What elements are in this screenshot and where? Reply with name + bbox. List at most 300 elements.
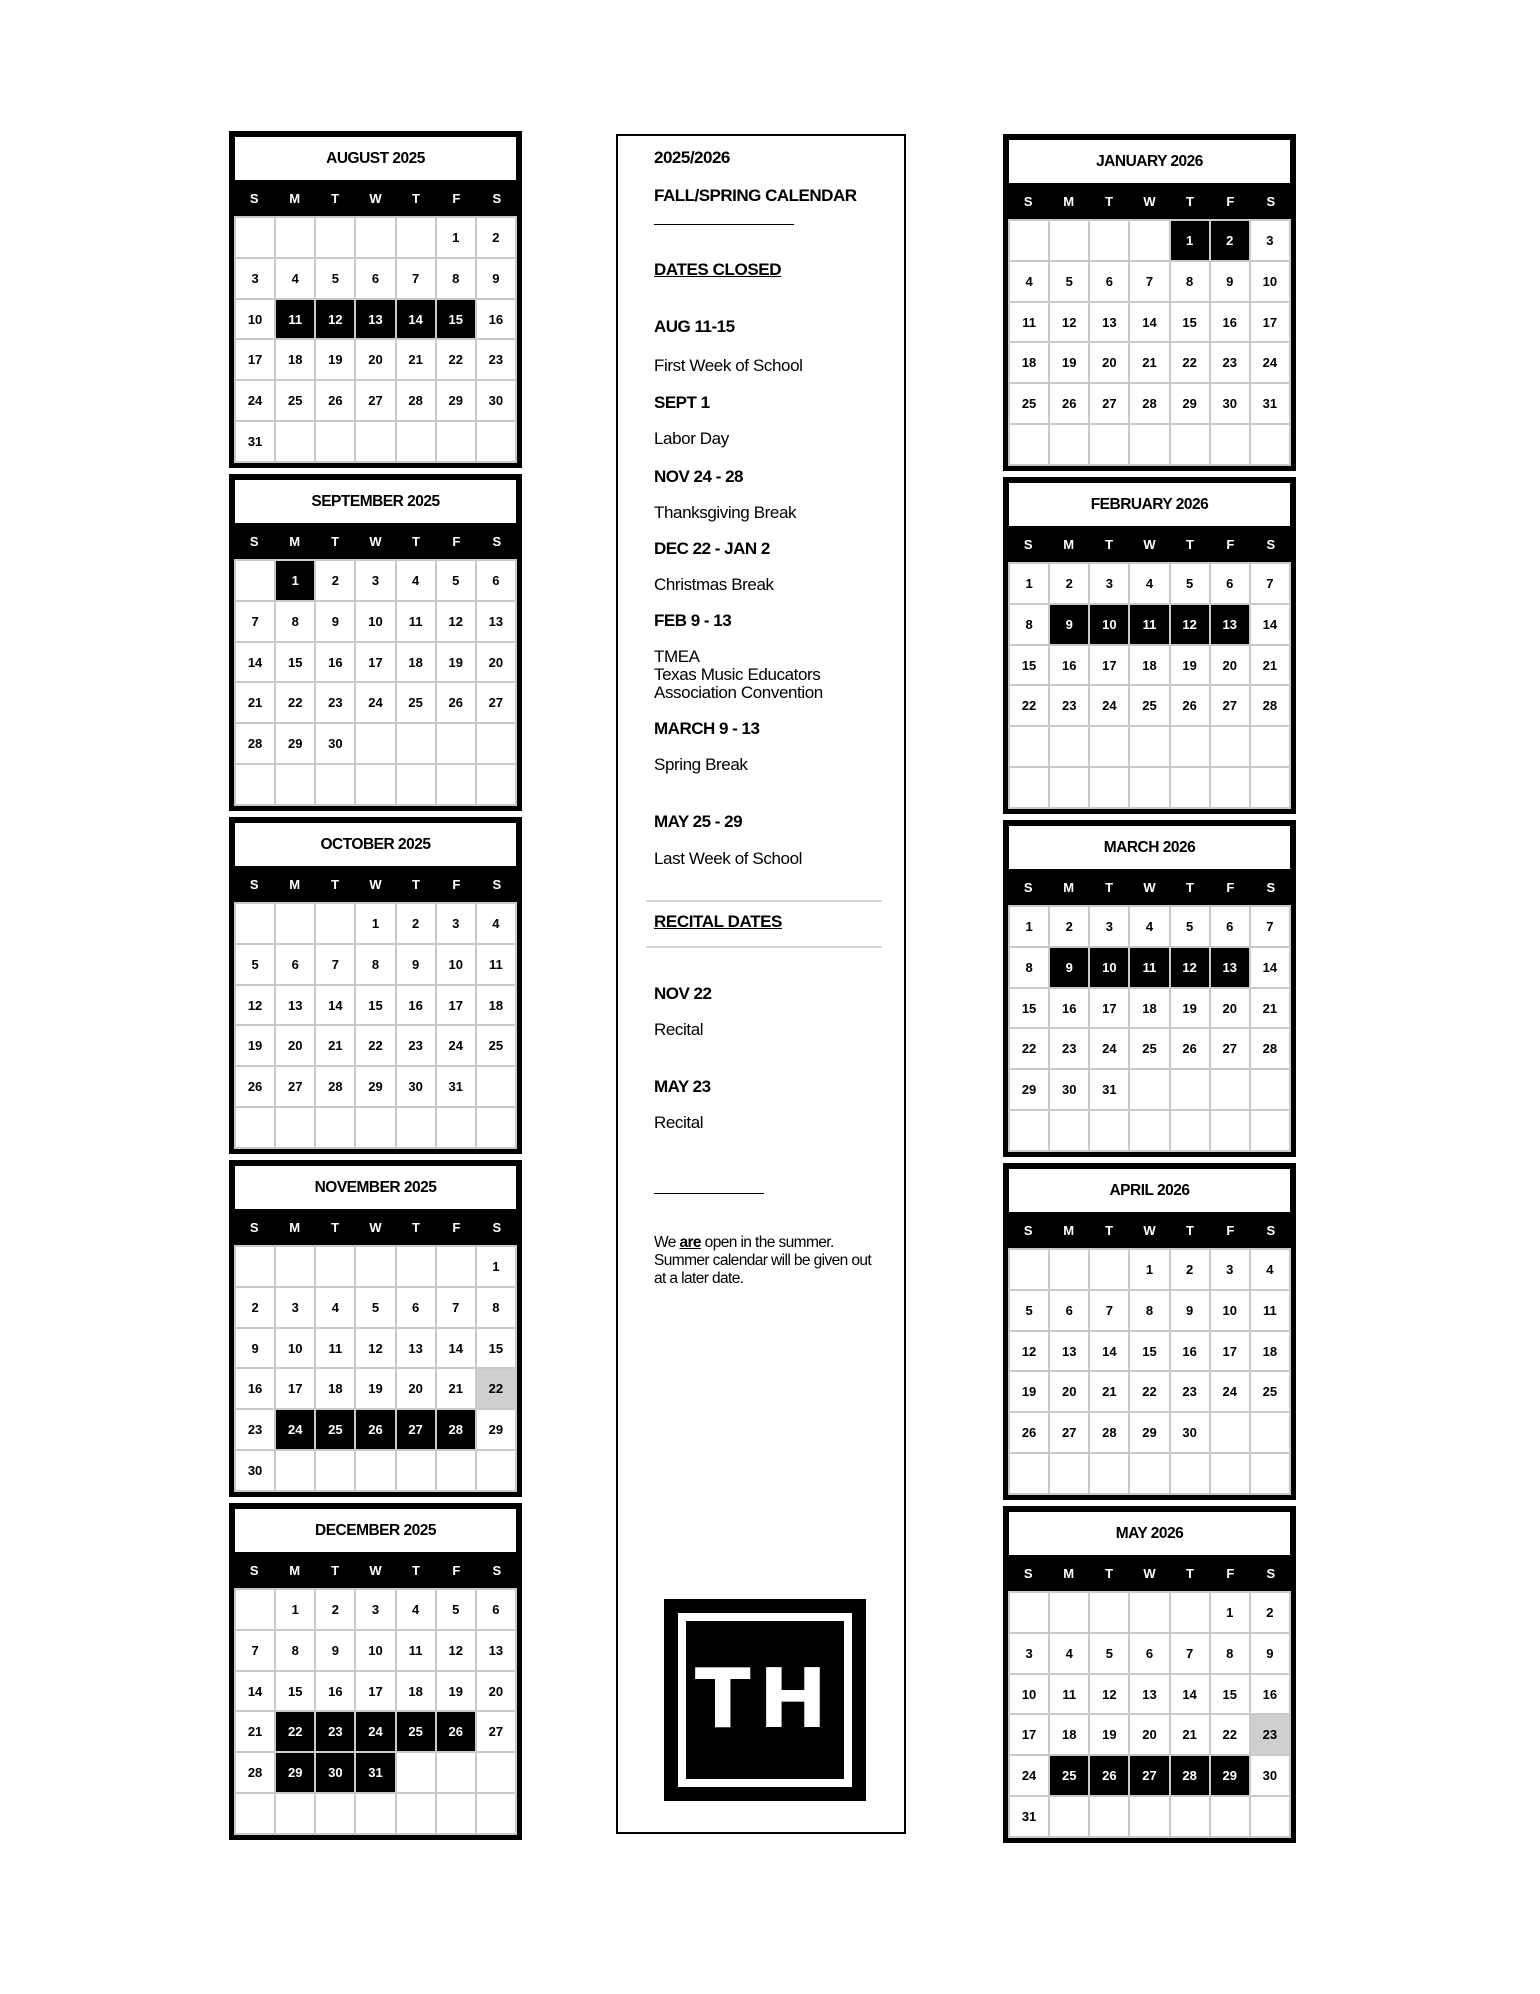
day-cell: 16	[316, 643, 354, 682]
month-title: MAY 2026	[1009, 1512, 1290, 1555]
empty-cell	[356, 1247, 394, 1286]
weekday-label: T	[1185, 1565, 1194, 1581]
empty-cell	[276, 765, 314, 804]
summer-note-text: We	[654, 1234, 680, 1251]
day-cell: 29	[1130, 1413, 1168, 1452]
day-cell: 30	[477, 381, 515, 420]
day-cell: 2	[1050, 907, 1088, 946]
empty-cell	[1130, 221, 1168, 260]
weekday-label: S	[1266, 193, 1276, 209]
empty-cell	[356, 724, 394, 763]
day-cell: 3	[356, 561, 394, 600]
empty-cell	[1050, 221, 1088, 260]
empty-cell	[1090, 1454, 1128, 1493]
empty-cell	[1050, 1593, 1088, 1632]
day-cell: 30	[1251, 1756, 1289, 1795]
weekday-label: T	[1105, 1222, 1114, 1238]
day-cell: 17	[1090, 646, 1128, 685]
day-cell: 30	[1211, 384, 1249, 423]
recital-date-1: NOV 22	[654, 984, 712, 1003]
weekday-label: F	[1226, 879, 1235, 895]
day-cell: 28	[437, 1410, 475, 1449]
day-cell: 9	[477, 259, 515, 298]
day-cell: 26	[356, 1410, 394, 1449]
day-cell: 30	[1050, 1070, 1088, 1109]
day-cell: 27	[1130, 1756, 1168, 1795]
day-cell: 1	[276, 561, 314, 600]
day-cell: 8	[477, 1288, 515, 1327]
day-cell: 28	[316, 1067, 354, 1106]
day-cell: 9	[236, 1329, 274, 1368]
day-cell: 19	[1171, 989, 1209, 1028]
day-cell: 26	[1050, 384, 1088, 423]
closed-label-4: Christmas Break	[654, 575, 774, 594]
empty-cell	[1211, 1111, 1249, 1150]
day-cell: 6	[1211, 907, 1249, 946]
day-cell: 28	[1090, 1413, 1128, 1452]
empty-cell	[1171, 727, 1209, 766]
empty-cell	[1211, 727, 1249, 766]
day-cell: 20	[1211, 646, 1249, 685]
day-cell: 11	[1130, 605, 1168, 644]
day-cell: 10	[356, 602, 394, 641]
empty-cell	[276, 904, 314, 943]
day-grid	[1008, 562, 1291, 809]
weekday-label: W	[369, 876, 382, 892]
day-cell: 24	[1211, 1372, 1249, 1411]
day-cell: 18	[1251, 1332, 1289, 1371]
empty-cell	[356, 765, 394, 804]
weekday-label: S	[1023, 193, 1033, 209]
empty-cell	[1171, 425, 1209, 464]
day-cell: 13	[1090, 303, 1128, 342]
day-cell: 15	[1010, 989, 1048, 1028]
day-cell: 17	[356, 643, 394, 682]
day-cell: 28	[1171, 1756, 1209, 1795]
day-cell: 18	[397, 643, 435, 682]
day-cell: 1	[1130, 1250, 1168, 1289]
day-grid	[234, 902, 517, 1149]
day-cell: 12	[236, 986, 274, 1025]
day-cell: 6	[1130, 1634, 1168, 1673]
day-cell: 1	[1010, 564, 1048, 603]
empty-cell	[316, 218, 354, 257]
day-cell: 27	[1211, 686, 1249, 725]
day-cell: 19	[1090, 1715, 1128, 1754]
day-cell: 16	[1211, 303, 1249, 342]
closed-label-5-line: TMEA	[654, 647, 700, 666]
recital-dates-heading: RECITAL DATES	[654, 912, 782, 931]
weekday-label: T	[411, 876, 420, 892]
month-calendar	[1003, 477, 1296, 814]
day-cell: 24	[276, 1410, 314, 1449]
weekday-label: M	[1063, 1222, 1075, 1238]
weekday-label: S	[249, 1562, 259, 1578]
day-cell: 8	[356, 945, 394, 984]
day-cell: 4	[1050, 1634, 1088, 1673]
day-cell: 5	[437, 1590, 475, 1629]
empty-cell	[1171, 1797, 1209, 1836]
day-cell: 8	[1010, 605, 1048, 644]
empty-cell	[437, 1451, 475, 1490]
day-cell: 29	[276, 1753, 314, 1792]
day-cell: 3	[1010, 1634, 1048, 1673]
weekday-label: T	[1185, 879, 1194, 895]
day-cell: 20	[397, 1369, 435, 1408]
empty-cell	[1130, 1111, 1168, 1150]
day-cell: 10	[1090, 605, 1128, 644]
day-cell: 23	[1171, 1372, 1209, 1411]
closed-label-2: Labor Day	[654, 429, 729, 448]
day-cell: 2	[1251, 1593, 1289, 1632]
month-title: JANUARY 2026	[1009, 140, 1290, 183]
day-cell: 25	[276, 381, 314, 420]
weekday-label: M	[289, 1562, 301, 1578]
day-cell: 27	[1090, 384, 1128, 423]
day-cell: 7	[1251, 907, 1289, 946]
day-cell: 29	[276, 724, 314, 763]
day-cell: 28	[1130, 384, 1168, 423]
dates-closed-heading: DATES CLOSED	[654, 260, 782, 279]
day-cell: 25	[397, 683, 435, 722]
empty-cell	[1251, 768, 1289, 807]
weekday-label: M	[289, 190, 301, 206]
day-grid	[1008, 1248, 1291, 1495]
day-cell: 27	[1050, 1413, 1088, 1452]
closed-date-2: SEPT 1	[654, 393, 710, 412]
day-cell: 16	[477, 300, 515, 339]
day-cell: 13	[477, 1631, 515, 1670]
empty-cell	[477, 765, 515, 804]
empty-cell	[356, 1451, 394, 1490]
weekday-label: F	[452, 876, 461, 892]
day-cell: 18	[1010, 343, 1048, 382]
day-cell: 24	[356, 1712, 394, 1751]
month-calendar	[1003, 820, 1296, 1157]
empty-cell	[1211, 1454, 1249, 1493]
empty-cell	[1090, 1797, 1128, 1836]
empty-cell	[477, 1794, 515, 1833]
day-cell: 2	[316, 561, 354, 600]
day-grid	[234, 1245, 517, 1492]
weekday-label: W	[369, 190, 382, 206]
day-cell: 17	[236, 340, 274, 379]
day-cell: 5	[1171, 907, 1209, 946]
weekday-label: W	[369, 1219, 382, 1235]
empty-cell	[236, 765, 274, 804]
day-cell: 23	[397, 1026, 435, 1065]
day-cell: 4	[1010, 262, 1048, 301]
summer-note-emphasis: are	[679, 1234, 701, 1251]
empty-cell	[1251, 1111, 1289, 1150]
empty-cell	[1251, 1413, 1289, 1452]
day-cell: 21	[397, 340, 435, 379]
weekday-label: F	[1226, 1565, 1235, 1581]
day-cell: 1	[1211, 1593, 1249, 1632]
day-cell: 30	[316, 1753, 354, 1792]
day-cell: 13	[477, 602, 515, 641]
empty-cell	[1090, 221, 1128, 260]
day-cell: 11	[1050, 1675, 1088, 1714]
day-cell: 7	[236, 602, 274, 641]
day-cell: 16	[397, 986, 435, 1025]
day-cell: 26	[1010, 1413, 1048, 1452]
day-cell: 15	[276, 643, 314, 682]
month-calendar	[229, 817, 522, 1154]
day-cell: 26	[1171, 1029, 1209, 1068]
day-cell: 14	[437, 1329, 475, 1368]
empty-cell	[276, 1247, 314, 1286]
empty-cell	[356, 1794, 394, 1833]
empty-cell	[1251, 727, 1289, 766]
day-cell: 29	[356, 1067, 394, 1106]
empty-cell	[236, 218, 274, 257]
day-cell: 10	[236, 300, 274, 339]
day-cell: 24	[236, 381, 274, 420]
day-cell: 26	[1090, 1756, 1128, 1795]
weekday-label: W	[1143, 193, 1156, 209]
day-cell: 2	[316, 1590, 354, 1629]
weekday-header	[234, 1209, 517, 1245]
day-cell: 13	[1211, 605, 1249, 644]
day-cell: 1	[477, 1247, 515, 1286]
empty-cell	[316, 904, 354, 943]
day-cell: 25	[1010, 384, 1048, 423]
empty-cell	[1130, 425, 1168, 464]
day-cell: 12	[316, 300, 354, 339]
month-calendar	[1003, 1163, 1296, 1500]
summer-note	[654, 1234, 884, 1288]
day-cell: 31	[1010, 1797, 1048, 1836]
day-cell: 10	[276, 1329, 314, 1368]
day-cell: 23	[1251, 1715, 1289, 1754]
day-cell: 16	[316, 1672, 354, 1711]
day-cell: 5	[437, 561, 475, 600]
day-cell: 18	[1130, 989, 1168, 1028]
day-cell: 3	[356, 1590, 394, 1629]
day-cell: 19	[437, 1672, 475, 1711]
logo	[664, 1599, 866, 1801]
day-cell: 17	[1211, 1332, 1249, 1371]
day-cell: 21	[1171, 1715, 1209, 1754]
day-cell: 25	[1130, 1029, 1168, 1068]
day-grid	[1008, 1591, 1291, 1838]
empty-cell	[477, 422, 515, 461]
empty-cell	[1130, 1593, 1168, 1632]
day-cell: 24	[1010, 1756, 1048, 1795]
day-cell: 20	[1211, 989, 1249, 1028]
day-cell: 12	[1171, 605, 1209, 644]
closed-date-3: NOV 24 - 28	[654, 467, 743, 486]
day-cell: 11	[1010, 303, 1048, 342]
day-cell: 24	[356, 683, 394, 722]
weekday-label: W	[1143, 879, 1156, 895]
day-cell: 6	[1090, 262, 1128, 301]
day-cell: 11	[1130, 948, 1168, 987]
day-cell: 1	[1010, 907, 1048, 946]
day-cell: 2	[1171, 1250, 1209, 1289]
empty-cell	[397, 1753, 435, 1792]
day-cell: 24	[1090, 686, 1128, 725]
day-cell: 3	[437, 904, 475, 943]
day-cell: 26	[437, 683, 475, 722]
day-cell: 8	[1211, 1634, 1249, 1673]
info-panel	[616, 134, 906, 1834]
day-cell: 10	[1211, 1291, 1249, 1330]
weekday-label: S	[492, 1562, 502, 1578]
day-cell: 6	[477, 1590, 515, 1629]
day-cell: 5	[1050, 262, 1088, 301]
divider	[654, 224, 794, 225]
empty-cell	[397, 422, 435, 461]
calendar-subtitle: FALL/SPRING CALENDAR	[654, 186, 857, 205]
summer-note-text: open in the summer. Summer calendar will be given out at a later date.	[654, 1234, 872, 1287]
day-cell: 19	[356, 1369, 394, 1408]
empty-cell	[236, 1794, 274, 1833]
closed-label-7: Last Week of School	[654, 849, 803, 868]
day-cell: 6	[477, 561, 515, 600]
empty-cell	[477, 724, 515, 763]
day-cell: 20	[477, 1672, 515, 1711]
weekday-header	[1008, 869, 1291, 905]
day-cell: 4	[397, 561, 435, 600]
day-cell: 3	[1090, 907, 1128, 946]
weekday-label: S	[492, 1219, 502, 1235]
day-cell: 17	[1251, 303, 1289, 342]
day-cell: 5	[1090, 1634, 1128, 1673]
weekday-label: W	[369, 1562, 382, 1578]
day-cell: 10	[356, 1631, 394, 1670]
day-cell: 12	[1171, 948, 1209, 987]
day-cell: 27	[356, 381, 394, 420]
day-cell: 18	[276, 340, 314, 379]
closed-date-5: FEB 9 - 13	[654, 611, 732, 630]
day-grid	[234, 559, 517, 806]
day-cell: 1	[437, 218, 475, 257]
empty-cell	[1251, 425, 1289, 464]
day-cell: 21	[236, 1712, 274, 1751]
day-cell: 26	[1171, 686, 1209, 725]
day-cell: 27	[477, 1712, 515, 1751]
day-cell: 18	[397, 1672, 435, 1711]
empty-cell	[1251, 1797, 1289, 1836]
weekday-label: S	[492, 533, 502, 549]
weekday-header	[1008, 1212, 1291, 1248]
weekday-label: S	[1266, 1222, 1276, 1238]
day-cell: 25	[397, 1712, 435, 1751]
day-cell: 24	[437, 1026, 475, 1065]
empty-cell	[1211, 425, 1249, 464]
day-cell: 9	[1211, 262, 1249, 301]
day-cell: 7	[316, 945, 354, 984]
weekday-header	[1008, 183, 1291, 219]
day-cell: 26	[316, 381, 354, 420]
empty-cell	[1050, 768, 1088, 807]
empty-cell	[437, 422, 475, 461]
weekday-header	[1008, 1555, 1291, 1591]
day-cell: 15	[477, 1329, 515, 1368]
day-cell: 20	[356, 340, 394, 379]
empty-cell	[1130, 768, 1168, 807]
empty-cell	[276, 422, 314, 461]
empty-cell	[1171, 1070, 1209, 1109]
day-cell: 21	[1251, 646, 1289, 685]
day-cell: 31	[1090, 1070, 1128, 1109]
day-cell: 9	[316, 1631, 354, 1670]
weekday-label: S	[1023, 536, 1033, 552]
divider	[654, 1193, 764, 1194]
weekday-label: T	[1185, 1222, 1194, 1238]
empty-cell	[1211, 1797, 1249, 1836]
day-cell: 16	[236, 1369, 274, 1408]
closed-date-4: DEC 22 - JAN 2	[654, 539, 770, 558]
day-cell: 4	[1130, 907, 1168, 946]
day-cell: 9	[397, 945, 435, 984]
day-cell: 28	[1251, 686, 1289, 725]
empty-cell	[397, 1247, 435, 1286]
empty-cell	[356, 1108, 394, 1147]
empty-cell	[1090, 425, 1128, 464]
weekday-label: F	[1226, 1222, 1235, 1238]
day-cell: 11	[397, 602, 435, 641]
day-cell: 13	[397, 1329, 435, 1368]
day-cell: 10	[1251, 262, 1289, 301]
day-cell: 22	[276, 683, 314, 722]
day-cell: 5	[1171, 564, 1209, 603]
empty-cell	[276, 1108, 314, 1147]
day-cell: 1	[1171, 221, 1209, 260]
empty-cell	[1050, 1454, 1088, 1493]
day-cell: 7	[1090, 1291, 1128, 1330]
empty-cell	[437, 724, 475, 763]
day-cell: 6	[356, 259, 394, 298]
closed-label-5-line: Texas Music Educators	[654, 665, 821, 684]
day-cell: 6	[1211, 564, 1249, 603]
empty-cell	[1050, 727, 1088, 766]
empty-cell	[437, 1753, 475, 1792]
day-cell: 14	[1171, 1675, 1209, 1714]
day-cell: 20	[1050, 1372, 1088, 1411]
empty-cell	[1090, 1593, 1128, 1632]
month-title: APRIL 2026	[1009, 1169, 1290, 1212]
day-cell: 11	[276, 300, 314, 339]
day-cell: 13	[1211, 948, 1249, 987]
day-cell: 7	[1130, 262, 1168, 301]
weekday-label: T	[411, 1562, 420, 1578]
day-cell: 14	[1130, 303, 1168, 342]
day-cell: 13	[1130, 1675, 1168, 1714]
closed-date-1: AUG 11-15	[654, 317, 735, 336]
empty-cell	[236, 1590, 274, 1629]
weekday-label: M	[1063, 1565, 1075, 1581]
day-cell: 3	[236, 259, 274, 298]
weekday-label: T	[411, 533, 420, 549]
day-cell: 9	[1171, 1291, 1209, 1330]
recital-date-2: MAY 23	[654, 1077, 711, 1096]
day-cell: 17	[1090, 989, 1128, 1028]
day-cell: 25	[1251, 1372, 1289, 1411]
empty-cell	[1130, 727, 1168, 766]
day-cell: 12	[1050, 303, 1088, 342]
day-cell: 31	[236, 422, 274, 461]
day-cell: 12	[437, 602, 475, 641]
month-calendar	[229, 1503, 522, 1840]
empty-cell	[1010, 727, 1048, 766]
day-cell: 1	[356, 904, 394, 943]
day-cell: 12	[1090, 1675, 1128, 1714]
weekday-label: S	[249, 533, 259, 549]
day-cell: 16	[1171, 1332, 1209, 1371]
